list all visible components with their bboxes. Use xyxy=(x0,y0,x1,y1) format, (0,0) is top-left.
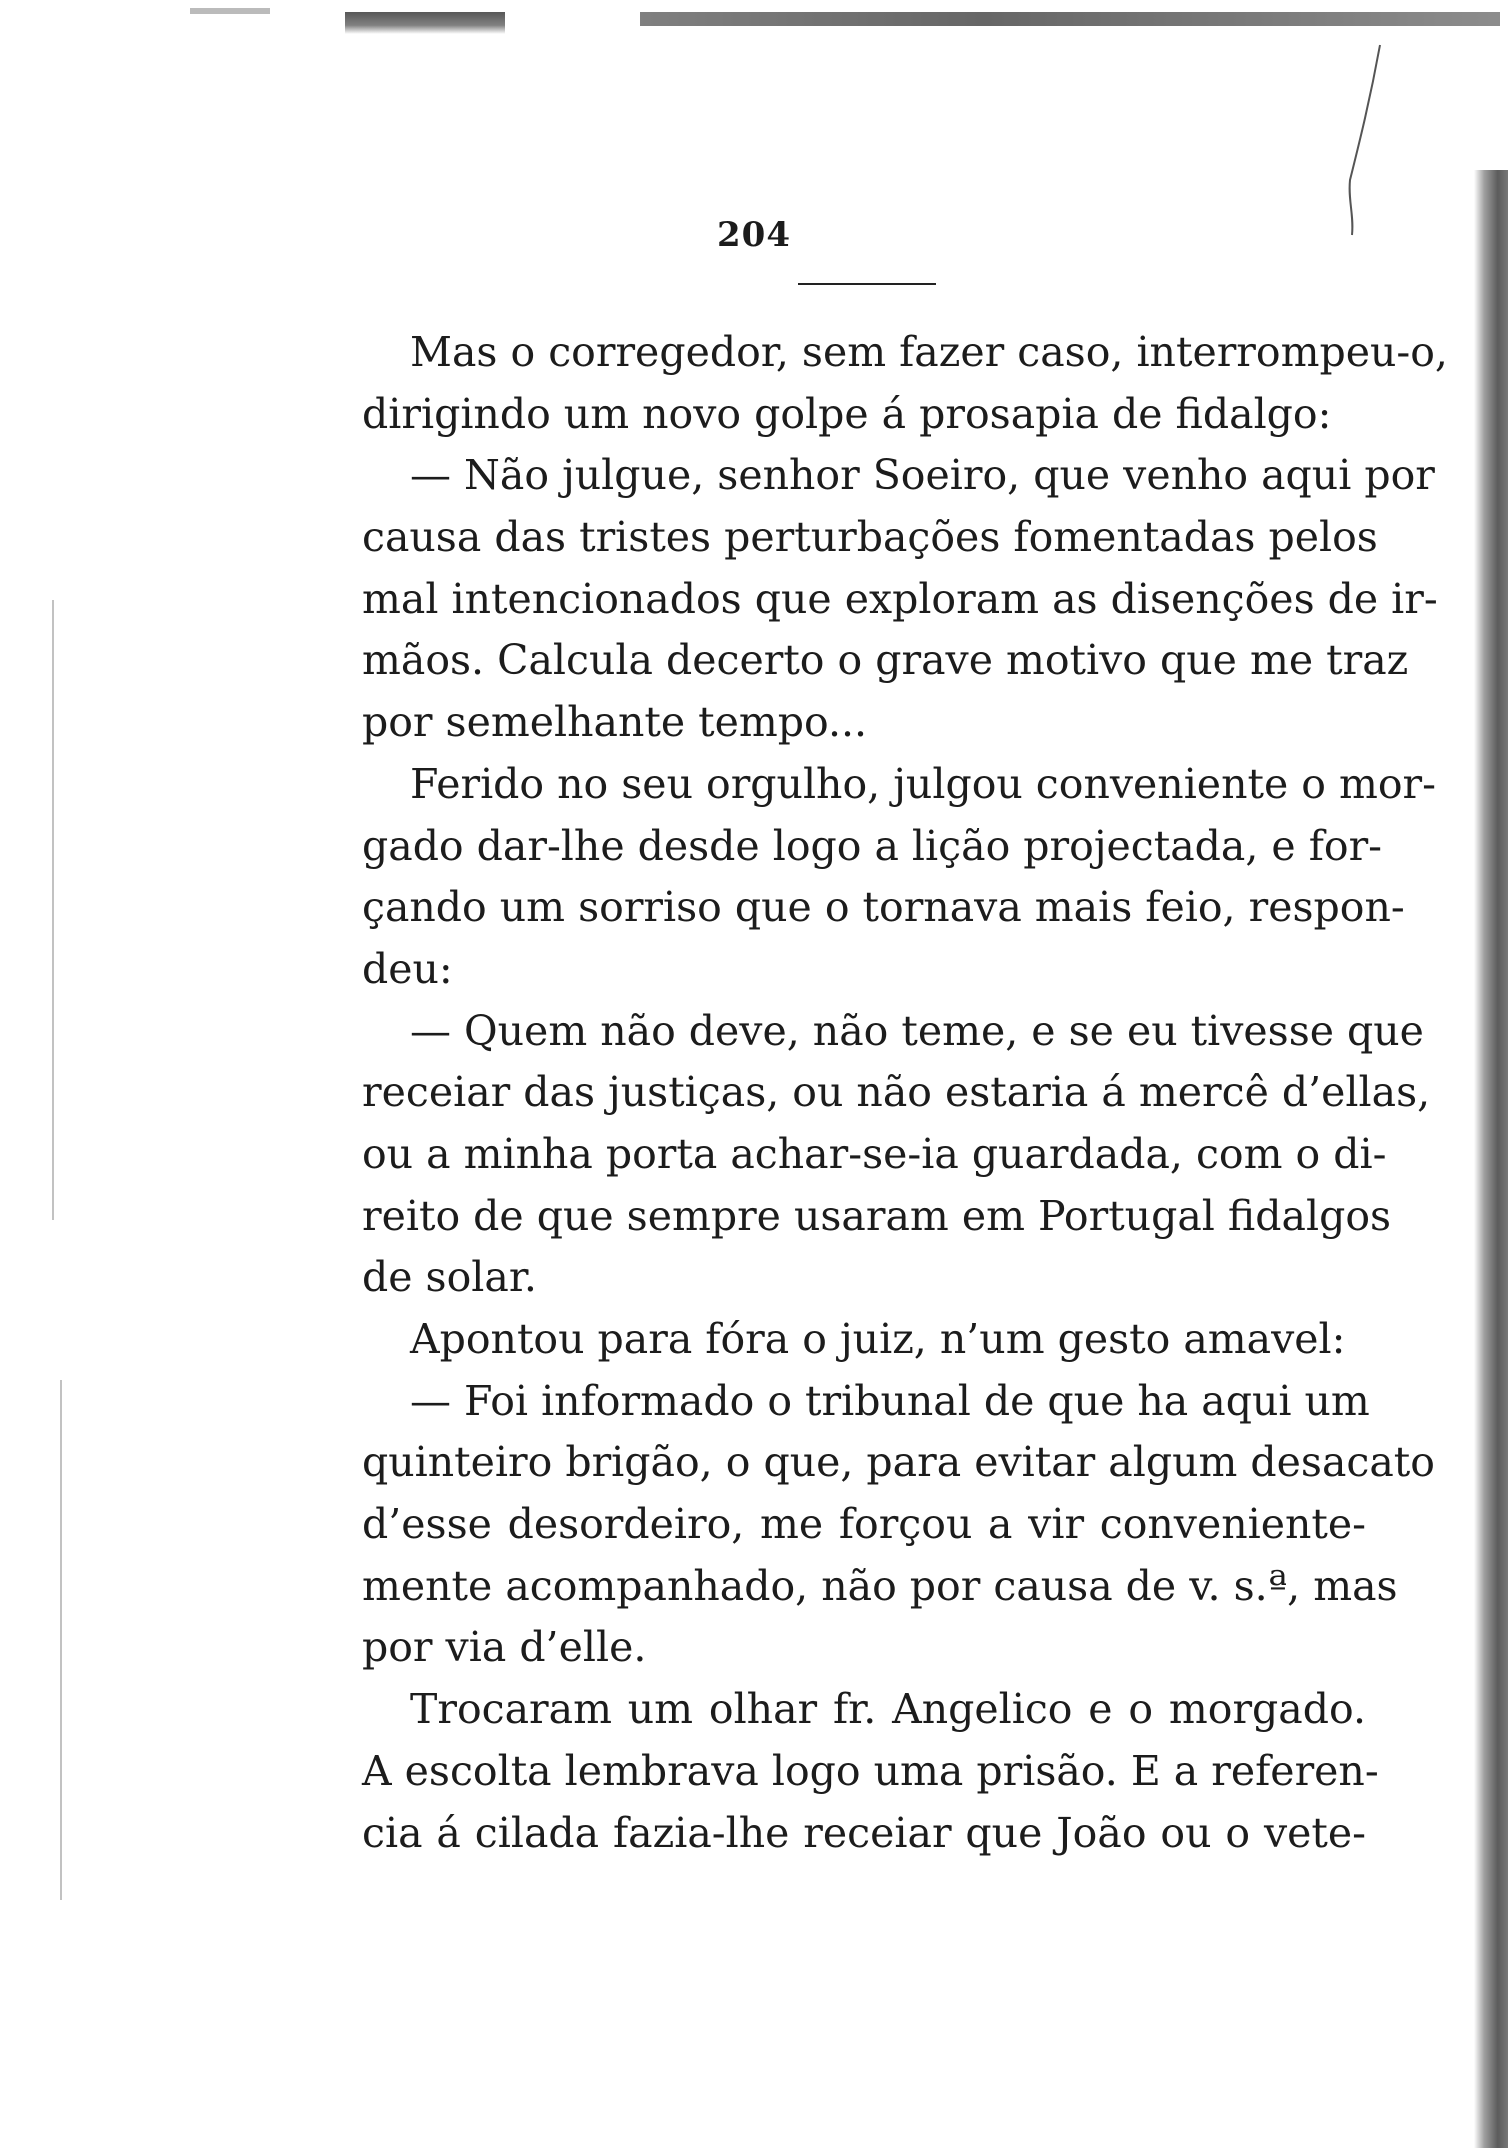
text-line: d’esse desordeiro, me forçou a vir conveniente- xyxy=(362,1500,1366,1549)
text-line: çando um sorriso que o tornava mais feio, respon- xyxy=(362,883,1405,932)
text-line: de solar. xyxy=(362,1253,537,1302)
scan-artifact-left-line xyxy=(52,600,54,1220)
page-number: 204 xyxy=(717,215,791,255)
text-line: Apontou para fóra o juiz, n’um gesto amavel: xyxy=(410,1315,1346,1363)
scan-artifact-left-line-lower xyxy=(60,1380,62,1900)
text-line: reito de que sempre usaram em Portugal fidalgos xyxy=(362,1191,1392,1240)
text-line: A escolta lembrava logo uma prisão. E a referen- xyxy=(362,1746,1379,1795)
text-line: mente acompanhado, não por causa de v. s.ª, mas xyxy=(362,1561,1398,1610)
text-line: mal intencionados que exploram as disenções de ir- xyxy=(362,574,1438,623)
text-line: cia á cilada fazia-lhe receiar que João ou o vete- xyxy=(362,1808,1366,1857)
text-line: dirigindo um novo golpe á prosapia de fidalgo: xyxy=(362,389,1332,438)
text-line: ou a minha porta achar-se-ia guardada, com o di- xyxy=(362,1129,1387,1178)
text-line: quinteiro brigão, o que, para evitar algum desacato xyxy=(362,1438,1435,1487)
text-line: mãos. Calcula decerto o grave motivo que me traz xyxy=(362,636,1409,685)
scan-artifact-right-edge xyxy=(1474,170,1508,2148)
text-line: por via d’elle. xyxy=(362,1623,647,1672)
text-line: Trocaram um olhar fr. Angelico e o morgado. xyxy=(410,1685,1366,1734)
text-line: — Não julgue, senhor Soeiro, que venho aqui por xyxy=(410,451,1435,500)
body-text xyxy=(362,322,1448,1864)
scan-artifact-top-bar xyxy=(640,12,1500,26)
text-line: deu: xyxy=(362,944,453,993)
header-rule xyxy=(798,283,936,285)
scan-artifact-top-smudge xyxy=(345,12,505,34)
text-line: — Foi informado o tribunal de que ha aqui um xyxy=(410,1376,1370,1425)
scan-artifact-top-left xyxy=(190,8,270,14)
text-line: por semelhante tempo... xyxy=(362,698,868,747)
text-line: Mas o corregedor, sem fazer caso, interrompeu-o, xyxy=(410,328,1448,376)
text-line: Ferido no seu orgulho, julgou conveniente o mor- xyxy=(410,759,1436,808)
text-line: causa das tristes perturbações fomentadas pelos xyxy=(362,513,1378,562)
text-line: gado dar-lhe desde logo a lição projectada, e for- xyxy=(362,821,1383,870)
text-line: — Quem não deve, não teme, e se eu tivesse que xyxy=(410,1006,1424,1055)
scan-artifact-pencil-mark xyxy=(1340,40,1390,240)
text-line: receiar das justiças, ou não estaria á mercê d’ellas, xyxy=(362,1068,1431,1117)
